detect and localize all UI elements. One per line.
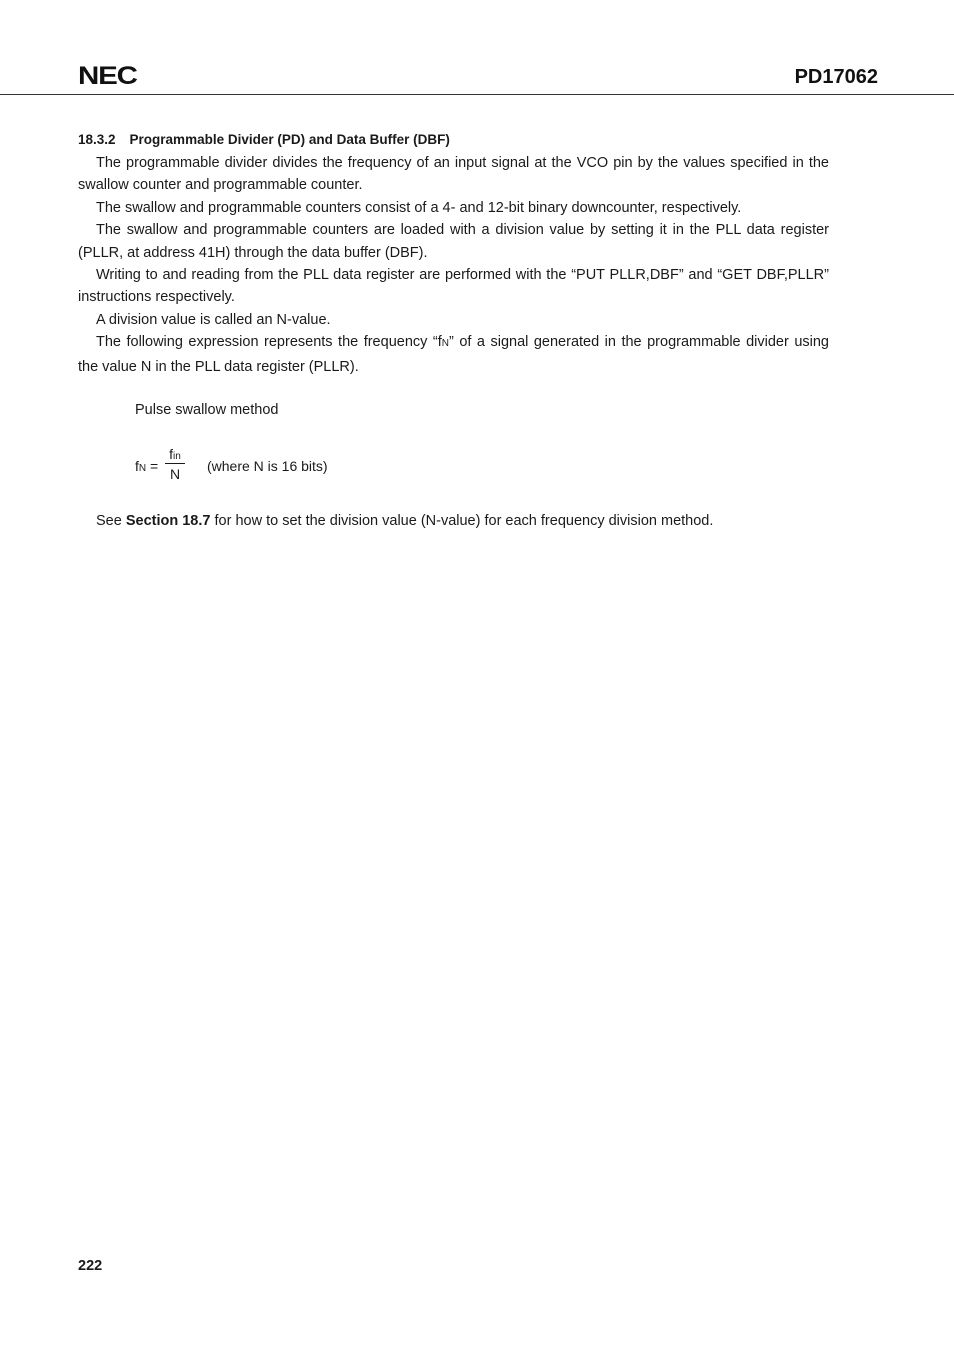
expression-paragraph: [78, 331, 829, 378]
formula-denominator: N: [169, 466, 181, 482]
formula-fraction: [165, 446, 185, 482]
see-paragraph: [96, 513, 713, 529]
part-number: PD17062: [794, 66, 878, 88]
paragraph: A division value is called an N-value.: [96, 311, 331, 328]
formula-numerator-subscript: in: [173, 451, 181, 462]
formula-numerator-f: f: [169, 446, 174, 462]
expression-text-before: The following expression represents the frequency “f: [96, 334, 442, 351]
paragraph: The programmable divider divides the frequency of an input signal at the VCO pin by the values specified in the swallow counter and programmable counter.: [78, 155, 829, 194]
formula-numerator: [165, 446, 185, 464]
paragraph: The swallow and programmable counters consist of a 4- and 12-bit binary downcounter, respectively.: [96, 199, 742, 216]
nec-logo: NEC: [78, 62, 137, 90]
formula-lhs-f: f: [135, 458, 139, 474]
formula-note: (where N is 16 bits): [207, 458, 328, 474]
page-number: 222: [78, 1258, 103, 1274]
paragraph: The swallow and programmable counters are loaded with a division value by setting it in the PLL data register (PLLR, at address 41H) through the data buffer (DBF).: [78, 222, 829, 261]
see-text-before: See: [96, 513, 126, 529]
header-divider: [0, 94, 954, 95]
method-label: Pulse swallow method: [135, 402, 279, 418]
formula-equals: =: [150, 458, 159, 474]
section-number: 18.3.2: [78, 132, 116, 147]
expression-text-after: ” of a signal generated in the programmable divider using the value N in the PLL data register (PLLR).: [78, 334, 829, 375]
formula-lhs: [135, 458, 158, 474]
section-title: Programmable Divider (PD) and Data Buffer (DBF): [129, 132, 450, 147]
expression-subscript: N: [441, 338, 449, 350]
body-text: [78, 152, 829, 378]
formula-lhs-subscript: N: [138, 463, 147, 474]
paragraph: Writing to and reading from the PLL data register are performed with the “PUT PLLR,DBF” and “GET DBF,PLLR” instructions respectively.: [78, 267, 829, 306]
section-heading: [78, 132, 450, 147]
section-reference: Section 18.7: [125, 513, 211, 529]
see-text-after: for how to set the division value (N-value) for each frequency division method.: [210, 513, 714, 529]
